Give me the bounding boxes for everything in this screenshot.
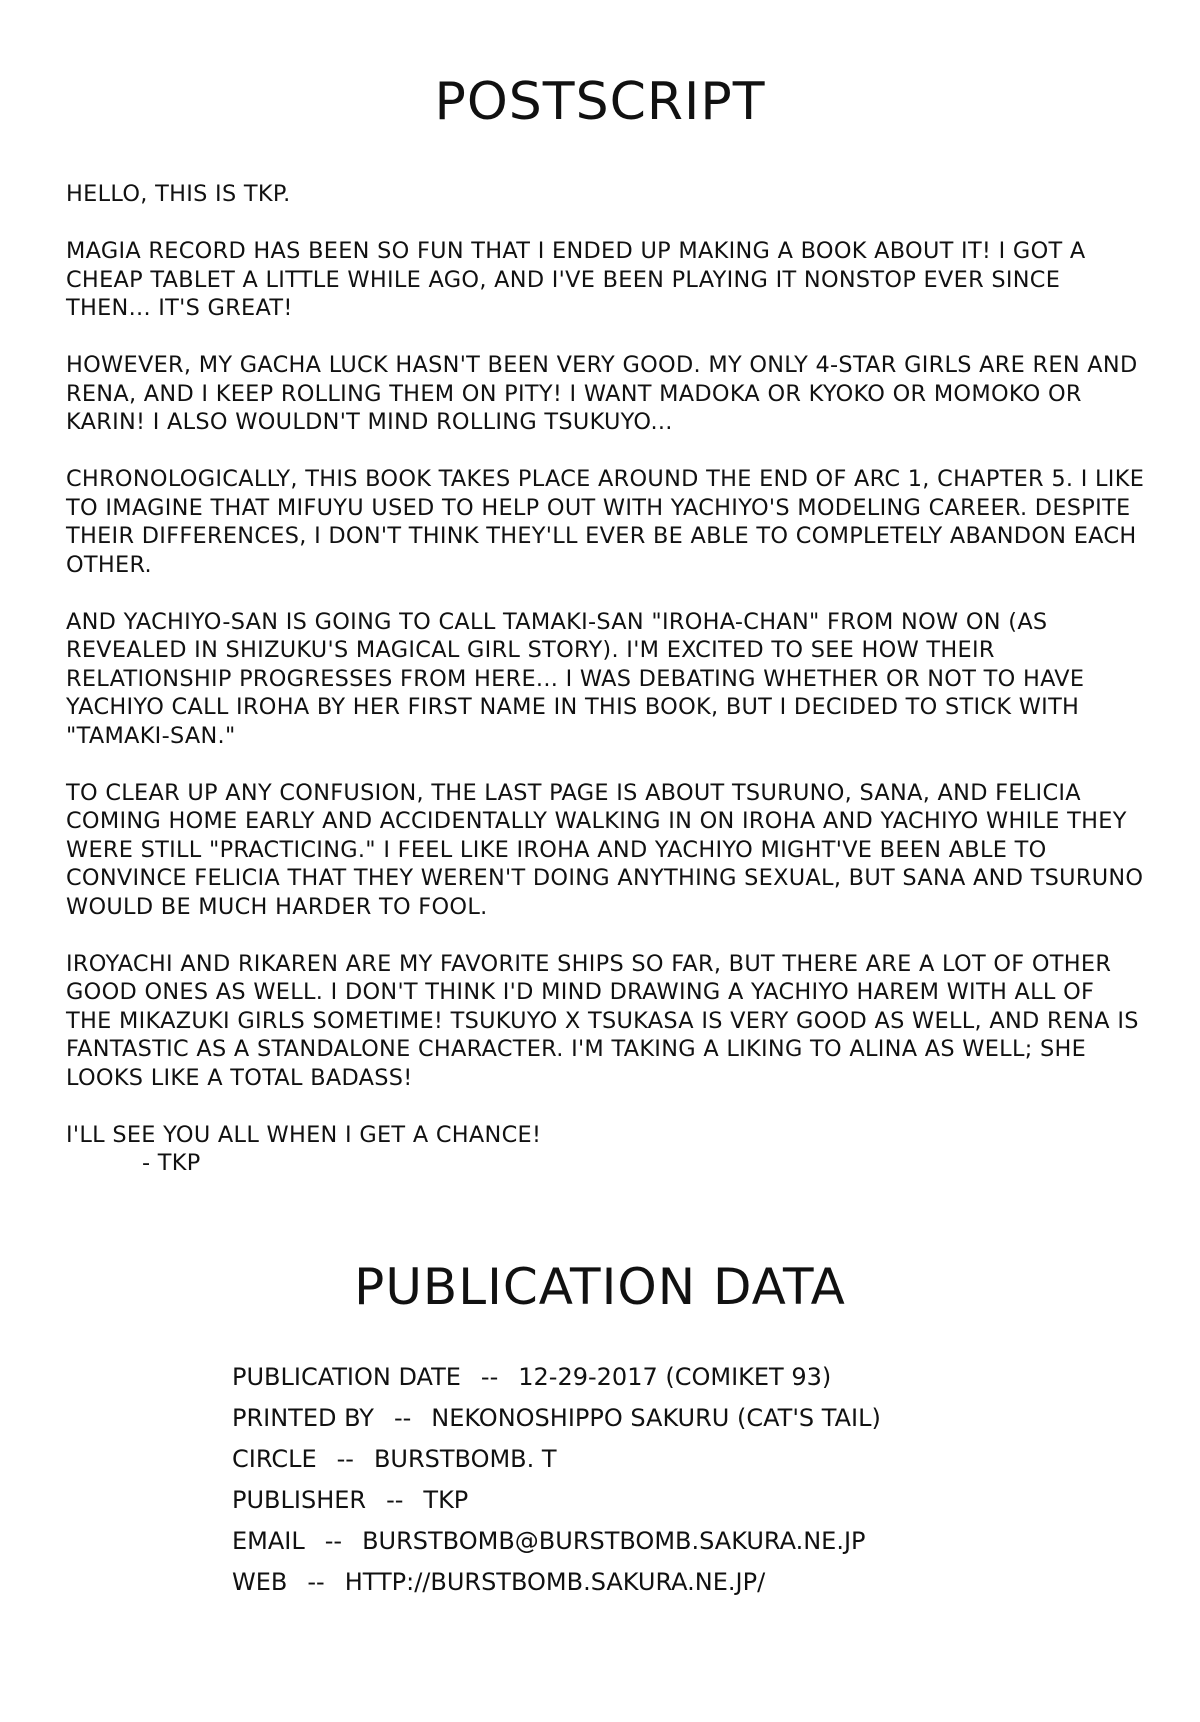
postscript-paragraph: AND YACHIYO-SAN IS GOING TO CALL TAMAKI-SAN "IROHA-CHAN" FROM NOW ON (AS REVEALED IN SHIZUKU'S MAGICAL GIRL STORY). I'M EXCITED TO SEE HOW THEIR RELATIONSHIP PROGRESSES FROM HERE... I WAS DEBATING WHETHER OR NOT TO HAVE YACHIYO CALL IROHA BY HER FIRST NAME IN THIS BOOK, BUT I DECIDED TO STICK WITH "TAMAKI-SAN." [66,608,1092,749]
postscript-paragraph: CHRONOLOGICALLY, THIS BOOK TAKES PLACE AROUND THE END OF ARC 1, CHAPTER 5. I LIKE TO IMAGINE THAT MIFUYU USED TO HELP OUT WITH YACHIYO'S MODELING CAREER. DESPITE THEIR DIFFERENCES, I DON'T THINK THEY'LL EVER BE ABLE TO COMPLETELY ABANDON EACH OTHER. [66,466,1152,578]
publication-value: TKP [423,1486,469,1514]
postscript-paragraph: IROYACHI AND RIKAREN ARE MY FAVORITE SHIPS SO FAR, BUT THERE ARE A LOT OF OTHER GOOD ONES AS WELL. I DON'T THINK I'D MIND DRAWING A YACHIYO HAREM WITH ALL OF THE MIKAZUKI GIRLS SOMETIME! TSUKUYO X TSUKASA IS VERY GOOD AS WELL, AND RENA IS FANTASTIC AS A STANDALONE CHARACTER. I'M TAKING A LIKING TO ALINA AS WELL; SHE LOOKS LIKE A TOTAL BADASS! [66,950,1147,1091]
publication-separator: -- [307,1568,325,1596]
publication-value: BURSTBOMB@BURSTBOMB.SAKURA.NE.JP [362,1527,866,1555]
publication-separator: -- [324,1527,343,1555]
publication-row-web [232,1562,881,1603]
publication-label: PRINTED BY [232,1404,374,1432]
postscript-closing: I'LL SEE YOU ALL WHEN I GET A CHANCE! [66,1121,542,1148]
postscript-paragraph: MAGIA RECORD HAS BEEN SO FUN THAT I ENDED UP MAKING A BOOK ABOUT IT! I GOT A CHEAP TABLET A LITTLE WHILE AGO, AND I'VE BEEN PLAYING IT NONSTOP EVER SINCE THEN... IT'S GREAT! [66,238,1093,321]
postscript-paragraph: TO CLEAR UP ANY CONFUSION, THE LAST PAGE IS ABOUT TSURUNO, SANA, AND FELICIA COMING HOME EARLY AND ACCIDENTALLY WALKING IN ON IROHA AND YACHIYO WHILE THEY WERE STILL "PRACTICING." I FEEL LIKE IROHA AND YACHIYO MIGHT'VE BEEN ABLE TO CONVINCE FELICIA THAT THEY WEREN'T DOING ANYTHING SEXUAL, BUT SANA AND TSURUNO WOULD BE MUCH HARDER TO FOOL. [66,779,1151,920]
publication-separator: -- [336,1445,354,1473]
publication-label: PUBLICATION DATE [232,1363,461,1391]
publication-label: PUBLISHER [232,1486,367,1514]
publication-value: BURSTBOMB. T [373,1445,557,1473]
publication-value: HTTP://BURSTBOMB.SAKURA.NE.JP/ [344,1568,766,1596]
publication-separator: -- [386,1486,404,1514]
publication-label: CIRCLE [232,1445,317,1473]
publication-separator: -- [480,1363,499,1391]
postscript-title: POSTSCRIPT [434,72,766,132]
postscript-paragraph: HELLO, THIS IS TKP. [66,181,291,207]
postscript-body [66,180,1152,1178]
publication-value: 12-29-2017 (COMIKET 93) [518,1363,832,1391]
postscript-signature: - TKP [142,1150,201,1176]
publication-label: WEB [232,1568,288,1596]
publication-row-date [232,1357,881,1398]
publication-row-printed-by [232,1398,881,1439]
publication-data-list [232,1357,881,1603]
publication-label: EMAIL [232,1527,305,1555]
publication-separator: -- [393,1404,412,1432]
publication-data-title: PUBLICATION DATA [354,1258,846,1316]
publication-value: NEKONOSHIPPO SAKURU (CAT'S TAIL) [431,1404,881,1432]
publication-row-publisher [232,1480,881,1521]
publication-row-email [232,1521,881,1562]
publication-row-circle [232,1439,881,1480]
postscript-paragraph: HOWEVER, MY GACHA LUCK HASN'T BEEN VERY GOOD. MY ONLY 4-STAR GIRLS ARE REN AND RENA, AND I KEEP ROLLING THEM ON PITY! I WANT MADOKA OR KYOKO OR MOMOKO OR KARIN! I ALSO WOULDN'T MIND ROLLING TSUKUYO... [66,352,1145,435]
